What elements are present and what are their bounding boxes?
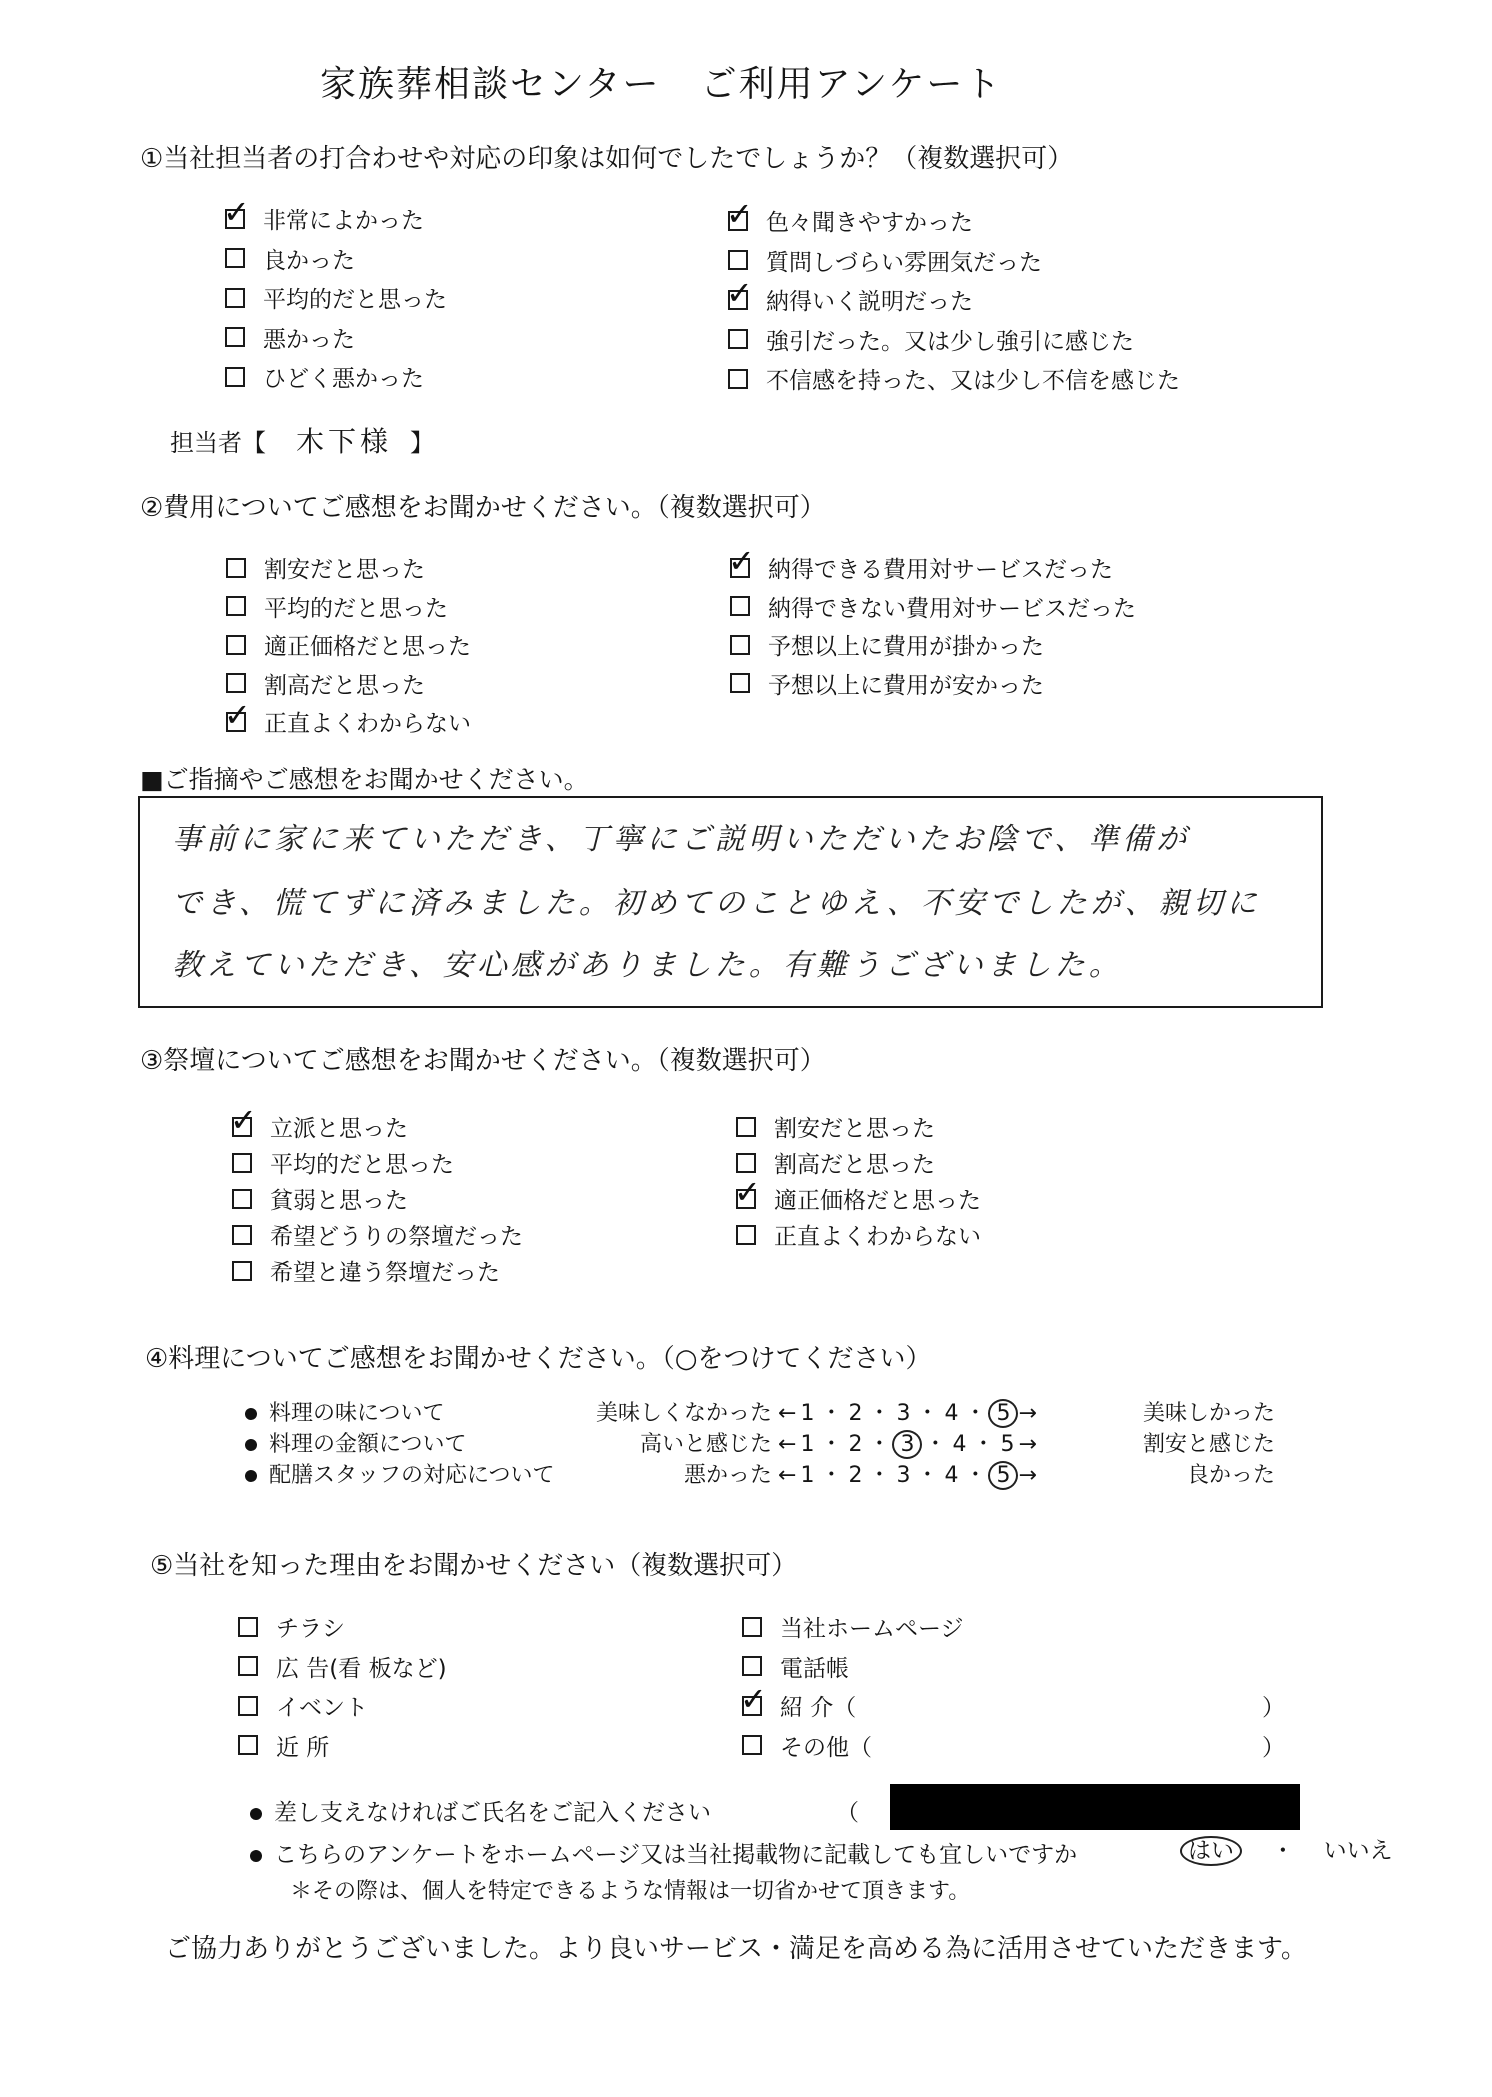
checkbox-option[interactable]	[232, 1218, 523, 1251]
checkbox-unchecked[interactable]	[226, 596, 246, 616]
checkbox-option[interactable]	[238, 1729, 329, 1762]
checkbox-option[interactable]	[238, 1650, 447, 1683]
checkbox-unchecked[interactable]	[736, 1153, 756, 1173]
option-label: 割安だと思った	[774, 1116, 935, 1142]
bullet-icon	[245, 1439, 257, 1451]
checkbox-unchecked[interactable]	[730, 635, 750, 655]
comment-line: 教えていただき、安心感がありました。有難うございました。	[172, 948, 1123, 983]
bullet-icon	[245, 1470, 257, 1482]
publish-prompt: こちらのアンケートをホームページ又は当社掲載物に記載しても宜しいですか	[274, 1842, 1078, 1868]
checkmark-icon: ✓	[740, 1679, 767, 1718]
checkbox-unchecked[interactable]	[232, 1189, 252, 1209]
checkbox-option[interactable]	[224, 695, 471, 738]
checkmark-icon: ✓	[224, 695, 251, 734]
scale-option[interactable]: 3	[896, 1463, 911, 1488]
publish-choices	[1180, 1832, 1393, 1865]
q2-heading: ②費用についてご感想をお聞かせください。（複数選択可）	[140, 493, 826, 523]
checkbox-checked[interactable]	[223, 192, 250, 231]
comment-line: 事前に家に来ていただき、丁寧にご説明いただいたお陰で、準備が	[172, 822, 1191, 857]
scale-option[interactable]: 1	[800, 1463, 815, 1488]
rating-scale	[778, 1458, 1037, 1490]
checkmark-icon: ✓	[726, 273, 753, 312]
checkbox-option[interactable]	[223, 192, 424, 235]
option-label: 納得できない費用対サービスだった	[768, 595, 1136, 622]
option-label: 適正価格だと思った	[264, 634, 471, 660]
checkbox-checked[interactable]	[734, 1172, 761, 1211]
publish-row	[250, 1836, 1077, 1869]
checkbox-option[interactable]	[225, 360, 424, 393]
scale-separator: ・	[964, 1401, 987, 1426]
scale-option[interactable]: 3	[892, 1430, 922, 1459]
scale-option[interactable]: 2	[848, 1401, 863, 1426]
q5-heading: ⑤当社を知った理由をお聞かせください（複数選択可）	[150, 1551, 798, 1581]
arrow-left-icon: ←	[778, 1401, 797, 1426]
checkbox-option[interactable]	[742, 1729, 1285, 1762]
checkbox-checked[interactable]	[726, 194, 753, 233]
option-label: 適正価格だと思った	[774, 1188, 981, 1214]
checkbox-option[interactable]	[226, 590, 448, 623]
checkbox-option[interactable]	[225, 321, 355, 354]
staff-name: 木下様	[296, 425, 393, 458]
option-label: イベント	[276, 1695, 368, 1721]
scale-separator: ・	[964, 1463, 987, 1488]
option-label: 予想以上に費用が掛かった	[768, 634, 1044, 660]
bullet-icon	[250, 1808, 262, 1820]
checkbox-unchecked[interactable]	[226, 635, 246, 655]
option-label: 希望と違う祭壇だった	[270, 1260, 500, 1286]
checkbox-option[interactable]	[238, 1610, 345, 1643]
option-label: 貧弱と思った	[270, 1188, 408, 1214]
option-label: 非常によかった	[263, 208, 424, 234]
checkbox-unchecked[interactable]	[742, 1617, 762, 1637]
checkbox-unchecked[interactable]	[238, 1696, 258, 1716]
checkbox-option[interactable]	[730, 590, 1136, 623]
option-label: 希望どうりの祭壇だった	[270, 1224, 523, 1250]
checkbox-checked[interactable]	[224, 695, 251, 734]
title-right: ご利用アンケート	[700, 64, 1003, 105]
checkbox-option[interactable]	[728, 362, 1180, 395]
checkmark-icon: ✓	[734, 1172, 761, 1211]
checkbox-unchecked[interactable]	[232, 1153, 252, 1173]
checkbox-option[interactable]	[232, 1146, 454, 1179]
scale-separator: ・	[820, 1432, 843, 1457]
checkbox-checked[interactable]	[728, 541, 755, 580]
scale-separator: ・	[868, 1401, 891, 1426]
comments-box	[138, 796, 1323, 1008]
arrow-left-icon: ←	[778, 1432, 797, 1457]
scale-option[interactable]: 2	[848, 1463, 863, 1488]
checkbox-option[interactable]	[728, 323, 1134, 356]
rating-low-label: 美味しくなかった	[595, 1401, 772, 1426]
scale-option[interactable]: 2	[848, 1432, 863, 1457]
option-label: チラシ	[276, 1616, 345, 1642]
checkbox-option[interactable]	[726, 194, 973, 237]
rating-topic	[245, 1396, 445, 1427]
bullet-icon	[245, 1408, 257, 1420]
checkbox-option[interactable]	[734, 1172, 981, 1215]
scale-option[interactable]: 4	[944, 1463, 959, 1488]
checkbox-option[interactable]	[238, 1689, 368, 1722]
thanks-text: ご協力ありがとうございました。より良いサービス・満足を高める為に活用させていただきます。	[165, 1934, 1307, 1964]
checkbox-unchecked[interactable]	[225, 367, 245, 387]
rating-topic-label: 料理の金額について	[269, 1432, 467, 1457]
checkbox-option[interactable]	[726, 273, 973, 316]
checkbox-option[interactable]	[742, 1610, 964, 1643]
rating-high-label: 良かった	[1186, 1463, 1275, 1488]
scale-separator: ・	[868, 1463, 891, 1488]
option-label: 悪かった	[263, 326, 355, 353]
rating-high-label: 美味しかった	[1142, 1401, 1275, 1426]
option-close-paren: ）	[1262, 1734, 1285, 1761]
option-label: 良かった	[263, 247, 355, 274]
comment-line: でき、慌てずに済みました。初めてのことゆえ、不安でしたが、親切に	[172, 886, 1261, 921]
rating-topic-label: 料理の味について	[269, 1401, 445, 1426]
checkbox-option[interactable]	[232, 1182, 408, 1215]
option-label: 色々聞きやすかった	[766, 210, 973, 236]
scale-option[interactable]: 5	[988, 1461, 1018, 1490]
rating-low-label: 高いと感じた	[639, 1432, 772, 1457]
checkbox-option[interactable]	[728, 541, 1113, 584]
title-left: 家族葬相談センター	[320, 64, 661, 105]
option-label: その他（	[780, 1734, 872, 1761]
checkbox-option[interactable]	[742, 1650, 849, 1683]
option-close-paren: ）	[1262, 1695, 1285, 1721]
checkmark-icon: ✓	[230, 1100, 257, 1139]
option-label: 不信感を持った、又は少し不信を感じた	[766, 368, 1180, 394]
rating-topic	[245, 1458, 555, 1489]
checkbox-unchecked[interactable]	[742, 1656, 762, 1676]
q1-heading: ①当社担当者の打合わせや対応の印象は如何でしたでしょうか？（複数選択可）	[140, 144, 1074, 174]
scale-option[interactable]: 3	[896, 1401, 911, 1426]
checkbox-option[interactable]	[740, 1679, 1285, 1722]
checkbox-checked[interactable]	[230, 1100, 257, 1139]
checkbox-unchecked[interactable]	[728, 329, 748, 349]
option-label: 広 告(看 板など)	[276, 1655, 447, 1682]
rating-scale	[778, 1427, 1037, 1459]
checkbox-option[interactable]	[730, 667, 1044, 700]
arrow-left-icon: ←	[778, 1463, 797, 1488]
scale-separator: ・	[916, 1401, 939, 1426]
q3-heading: ③祭壇についてご感想をお聞かせください。（複数選択可）	[140, 1046, 826, 1076]
checkbox-unchecked[interactable]	[226, 558, 246, 578]
checkbox-option[interactable]	[728, 244, 1042, 277]
checkmark-icon: ✓	[726, 194, 753, 233]
option-label: 当社ホームページ	[780, 1616, 964, 1642]
publish-sep: ・	[1271, 1838, 1295, 1864]
arrow-right-icon: →	[1018, 1432, 1037, 1457]
option-label: 平均的だと思った	[263, 287, 447, 313]
publish-no-option[interactable]: いいえ	[1323, 1838, 1393, 1864]
checkbox-unchecked[interactable]	[238, 1735, 258, 1755]
checkbox-option[interactable]	[232, 1254, 500, 1287]
checkbox-checked[interactable]	[726, 273, 753, 312]
option-label: 納得いく説明だった	[766, 289, 973, 315]
scale-option[interactable]: 5	[988, 1399, 1018, 1428]
option-label: 強引だった。又は少し強引に感じた	[766, 328, 1134, 355]
rating-low-label: 悪かった	[683, 1463, 772, 1488]
rating-topic-label: 配膳スタッフの対応について	[269, 1463, 555, 1488]
option-label: 割高だと思った	[774, 1152, 935, 1178]
checkbox-unchecked[interactable]	[728, 250, 748, 270]
option-label: 電話帳	[780, 1655, 849, 1682]
staff-close: 】	[410, 429, 435, 457]
checkbox-unchecked[interactable]	[225, 248, 245, 268]
rating-scale	[778, 1396, 1037, 1428]
scale-separator: ・	[916, 1463, 939, 1488]
checkbox-unchecked[interactable]	[728, 369, 748, 389]
checkbox-unchecked[interactable]	[736, 1117, 756, 1137]
option-label: 割安だと思った	[264, 557, 425, 583]
option-label: 立派と思った	[270, 1116, 408, 1142]
arrow-right-icon: →	[1018, 1401, 1037, 1426]
checkbox-unchecked[interactable]	[742, 1735, 762, 1755]
checkbox-option[interactable]	[730, 628, 1044, 661]
rating-high-label: 割安と感じた	[1142, 1432, 1275, 1457]
checkbox-unchecked[interactable]	[238, 1656, 258, 1676]
checkmark-icon: ✓	[728, 541, 755, 580]
checkmark-icon: ✓	[223, 192, 250, 231]
option-label: 平均的だと思った	[264, 595, 448, 622]
name-redacted-field[interactable]	[890, 1784, 1300, 1830]
option-label: 平均的だと思った	[270, 1152, 454, 1178]
scale-separator: ・	[972, 1432, 995, 1457]
bullet-icon	[250, 1850, 262, 1862]
staff-label: 担当者【	[170, 429, 266, 457]
q4-heading: ④料理についてご感想をお聞かせください。（○をつけてください）	[145, 1344, 932, 1374]
checkbox-unchecked[interactable]	[232, 1261, 252, 1281]
checkbox-checked[interactable]	[740, 1679, 767, 1718]
checkbox-option[interactable]	[736, 1218, 981, 1251]
option-label: 納得できる費用対サービスだった	[768, 557, 1113, 583]
option-label: 割高だと思った	[264, 672, 425, 699]
name-open-paren: （	[836, 1800, 859, 1826]
scale-separator: ・	[924, 1432, 947, 1457]
page-title	[320, 56, 1002, 107]
checkbox-option[interactable]	[225, 242, 355, 275]
checkbox-option[interactable]	[736, 1146, 935, 1179]
option-label: 質問しづらい雰囲気だった	[766, 249, 1042, 276]
arrow-right-icon: →	[1018, 1463, 1037, 1488]
checkbox-option[interactable]	[226, 551, 425, 584]
comments-heading: ■ご指摘やご感想をお聞かせください。	[140, 765, 589, 794]
checkbox-unchecked[interactable]	[232, 1225, 252, 1245]
scale-separator: ・	[820, 1401, 843, 1426]
option-label: ひどく悪かった	[263, 366, 424, 392]
scale-option[interactable]: 1	[800, 1432, 815, 1457]
checkbox-unchecked[interactable]	[730, 673, 750, 693]
checkbox-unchecked[interactable]	[238, 1617, 258, 1637]
publish-yes-option[interactable]: はい	[1180, 1836, 1242, 1866]
checkbox-unchecked[interactable]	[225, 327, 245, 347]
checkbox-option[interactable]	[225, 281, 447, 314]
name-prompt: 差し支えなければご氏名をご記入ください	[274, 1800, 711, 1826]
privacy-note: ＊その際は、個人を特定できるような情報は一切省かせて頂きます。	[290, 1879, 971, 1904]
checkbox-option[interactable]	[226, 667, 425, 700]
scale-option[interactable]: 4	[944, 1401, 959, 1426]
checkbox-unchecked[interactable]	[730, 596, 750, 616]
checkbox-unchecked[interactable]	[226, 673, 246, 693]
checkbox-unchecked[interactable]	[225, 288, 245, 308]
scale-separator: ・	[820, 1463, 843, 1488]
checkbox-option[interactable]	[226, 628, 471, 661]
option-label: 近 所	[276, 1734, 330, 1761]
name-row	[250, 1794, 711, 1827]
option-label: 紹 介（	[780, 1695, 857, 1721]
scale-option[interactable]: 4	[952, 1432, 967, 1457]
checkbox-option[interactable]	[736, 1110, 935, 1143]
checkbox-unchecked[interactable]	[736, 1225, 756, 1245]
scale-option[interactable]: 5	[1000, 1432, 1015, 1457]
option-label: 正直よくわからない	[264, 711, 471, 737]
scale-separator: ・	[868, 1432, 891, 1457]
checkbox-option[interactable]	[230, 1100, 408, 1143]
staff-row	[170, 420, 434, 460]
rating-topic	[245, 1427, 467, 1458]
scale-option[interactable]: 1	[800, 1401, 815, 1426]
option-label: 予想以上に費用が安かった	[768, 672, 1044, 699]
option-label: 正直よくわからない	[774, 1224, 981, 1250]
